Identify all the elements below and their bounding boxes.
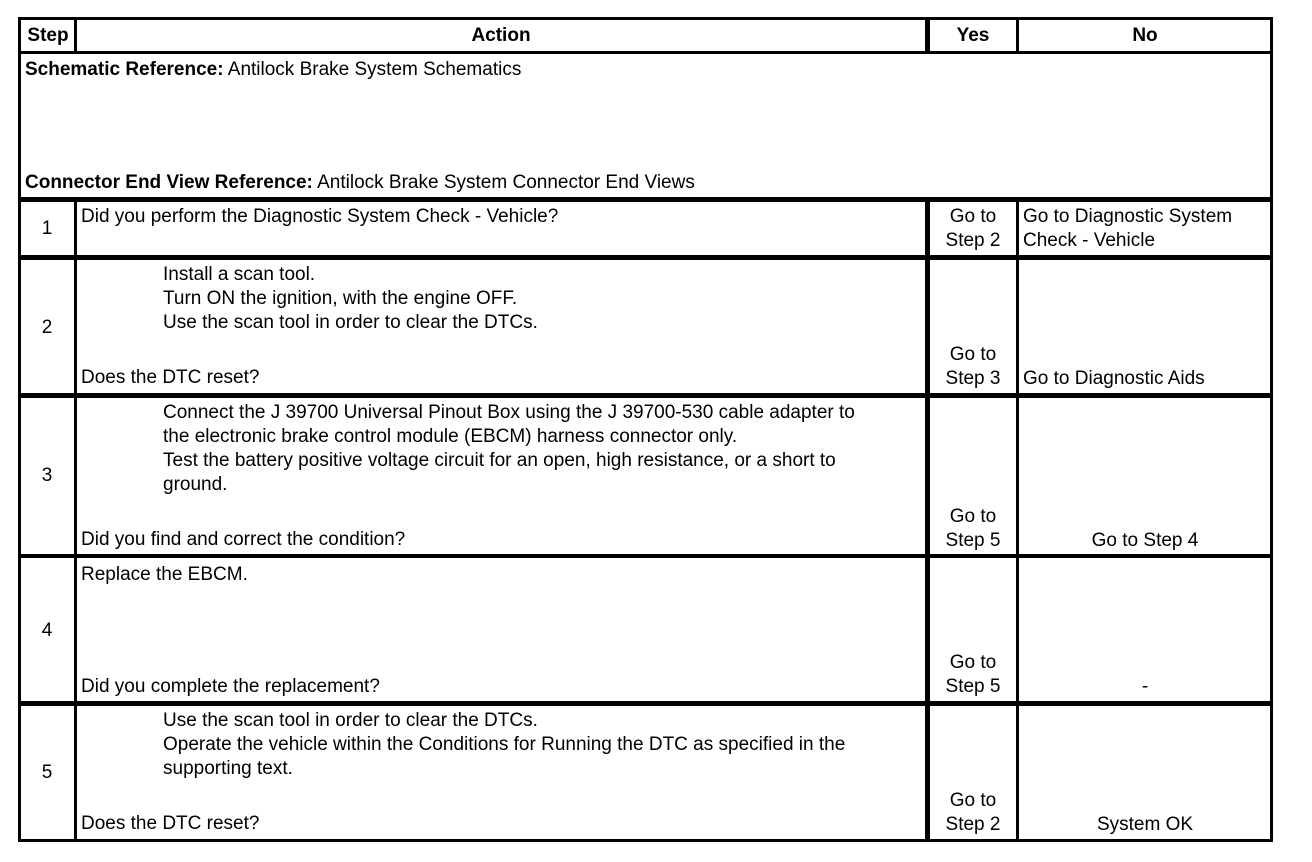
yes-line: Go to xyxy=(949,790,997,811)
yes-line: Step 5 xyxy=(945,530,1001,551)
yes-line: Go to xyxy=(949,652,997,673)
action-line: Replace the EBCM. xyxy=(81,564,248,585)
action-line: Install a scan tool. xyxy=(163,264,316,285)
action-question: Does the DTC reset? xyxy=(81,813,260,834)
yes-line: Step 2 xyxy=(945,230,1001,251)
yes-line: Go to xyxy=(949,206,997,227)
yes-line: Step 2 xyxy=(945,814,1001,835)
header-step: Step xyxy=(27,25,69,46)
rule-references xyxy=(18,197,1273,202)
action-question: Does the DTC reset? xyxy=(81,367,260,388)
no-line: Check - Vehicle xyxy=(1023,230,1156,251)
no-line: - xyxy=(1141,676,1149,697)
action-line: supporting text. xyxy=(163,758,293,779)
connector-reference-link[interactable]: Antilock Brake System Connector End Views xyxy=(317,172,695,193)
action-line: Use the scan tool in order to clear the DTCs. xyxy=(163,312,538,333)
col-divider-step xyxy=(74,200,77,842)
rule-row-2 xyxy=(18,393,1273,398)
yes-line: Go to xyxy=(949,344,997,365)
rule-header xyxy=(18,51,1273,54)
step-number: 2 xyxy=(41,317,53,338)
rule-row-4 xyxy=(18,701,1273,706)
rule-row-1 xyxy=(18,255,1273,260)
step-number: 3 xyxy=(41,465,53,486)
action-line: Connect the J 39700 Universal Pinout Box using the J 39700-530 cable adapter to xyxy=(163,402,855,423)
action-question: Did you complete the replacement? xyxy=(81,676,380,697)
yes-line: Step 5 xyxy=(945,676,1001,697)
step-number: 1 xyxy=(41,218,53,239)
action-line: ground. xyxy=(163,474,228,495)
action-line: the electronic brake control module (EBCM) harness connector only. xyxy=(163,426,738,447)
action-question: Did you find and correct the condition? xyxy=(81,529,406,550)
step-number: 4 xyxy=(41,620,53,641)
action-line: Turn ON the ignition, with the engine OFF. xyxy=(163,288,518,309)
header-yes: Yes xyxy=(956,25,990,46)
connector-reference-label: Connector End View Reference: xyxy=(25,172,313,193)
no-line: Go to Diagnostic System xyxy=(1023,206,1233,227)
header-no: No xyxy=(1132,25,1158,46)
rule-row-3 xyxy=(18,554,1273,558)
action-line: Operate the vehicle within the Conditions for Running the DTC as specified in the xyxy=(163,734,846,755)
yes-line: Go to xyxy=(949,506,997,527)
header-action: Action xyxy=(471,25,531,46)
action-line: Did you perform the Diagnostic System Check - Vehicle? xyxy=(81,206,559,227)
schematic-reference xyxy=(25,58,521,82)
action-line: Test the battery positive voltage circuit for an open, high resistance, or a short to xyxy=(163,450,836,471)
no-line: Go to Diagnostic Aids xyxy=(1023,368,1205,389)
action-line: Use the scan tool in order to clear the DTCs. xyxy=(163,710,538,731)
connector-reference xyxy=(25,171,695,195)
step-number: 5 xyxy=(41,762,53,783)
schematic-reference-label: Schematic Reference: xyxy=(25,59,224,80)
no-line: System OK xyxy=(1096,814,1194,835)
schematic-reference-link[interactable]: Antilock Brake System Schematics xyxy=(227,59,522,80)
no-line: Go to Step 4 xyxy=(1091,530,1199,551)
yes-line: Step 3 xyxy=(945,368,1001,389)
